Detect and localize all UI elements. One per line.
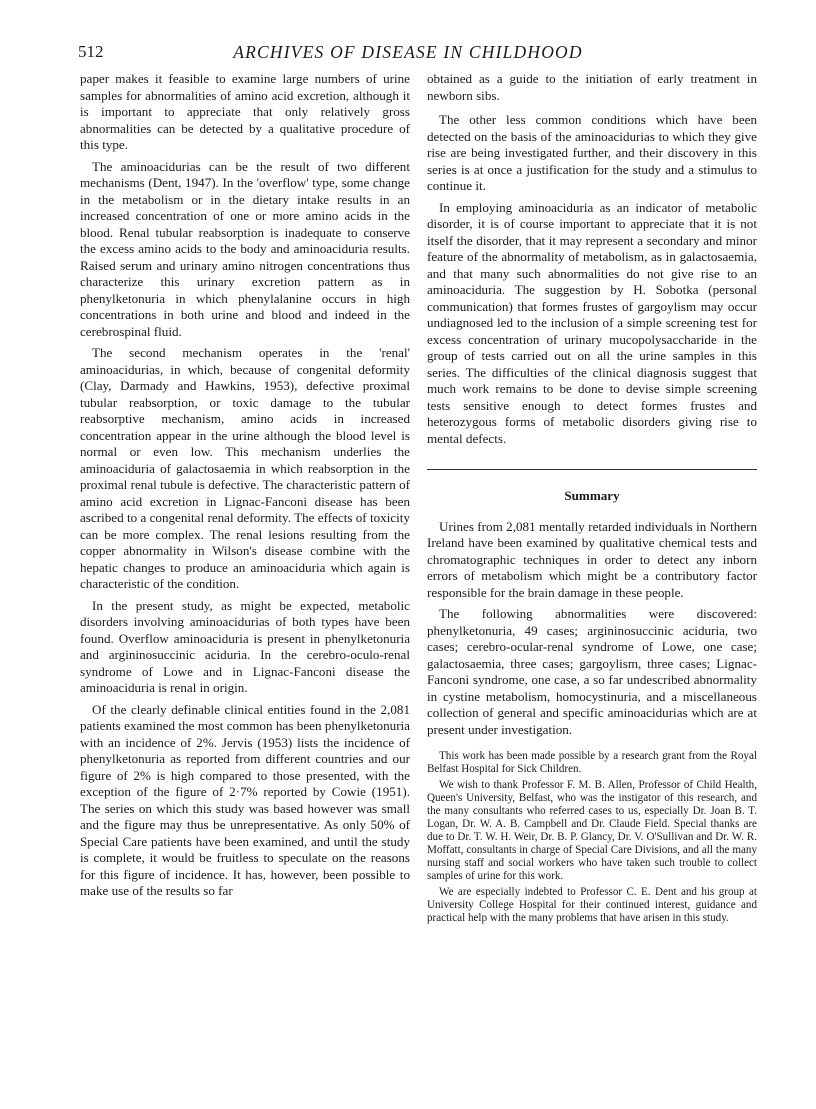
- acknowledgement-paragraph: This work has been made possible by a research grant from the Royal Belfast Hospital for Sick Children.: [427, 750, 757, 775]
- page-header: [78, 42, 738, 66]
- paragraph: The other less common conditions which have been detected on the basis of the aminoacidurias to which they give rise are being investigated further, and their discovery in this series is at once a justification for the study and a stimulus to continue it.: [427, 112, 757, 193]
- paragraph: obtained as a guide to the initiation of early treatment in newborn sibs.: [427, 71, 757, 103]
- section-divider: [427, 469, 757, 470]
- paragraph: The second mechanism operates in the 'renal' aminoacidurias, in which, because of congenital deformity (Clay, Darmady and Hawkins, 1953), defective proximal tubular reabsorption, or toxic damage to the tubular reabsorptive mechanism, amino acids in increased concentration appear in the urine although the blood level is normal or even low. This mechanism underlies the aminoaciduria of galactosaemia in which reabsorption in the proximal renal tubule is defective. The characteristic pattern of amino acid excretion in Lignac-Fanconi disease has been ascribed to a congenital renal deformity. The effects of toxicity can be more complex. The renal lesions resulting from the copper abnormality in Wilson's disease combine with the hepatic changes to produce an aminoaciduria which again is characteristic of the condition.: [80, 345, 410, 591]
- paragraph: paper makes it feasible to examine large numbers of urine samples for abnormalities of amino acid excretion, although it is important to appreciate that only relatively gross abnormalities can be detected by a qualitative procedure of this type.: [80, 71, 410, 152]
- summary-heading: Summary: [564, 488, 620, 503]
- paragraph: The aminoacidurias can be the result of two different mechanisms (Dent, 1947). In the 'overflow' type, some change in the metabolism or in the dietary intake results in an increased concentration of one or more amino acids in the blood. Renal tubular reabsorption is inadequate to conserve the excess amino acids to the body and aminoaciduria results. Raised serum and urinary amino nitrogen concentrations thus characterize this urinary excretion pattern as in phenylketonuria in which phenylalanine occurs in high concentrations in both urine and blood and indeed in the cerebrospinal fluid.: [80, 158, 410, 339]
- right-column: [427, 71, 757, 928]
- page-number: 512: [78, 42, 104, 61]
- paragraph: Of the clearly definable clinical entities found in the 2,081 patients examined the most common has been phenylketonuria with an incidence of 2%. Jervis (1953) lists the incidence of phenylketonuria as reported from different countries and our figure of 2% is high compared to those presented, with the exception of the figure of 2·7% reported by Cowie (1951). The series on which this study was based however was small and the figure may thus be unrepresentative. As only 50% of Special Care patients have been examined, and until the study is complete, it would be fruitless to speculate on the reasons for this figure of incidence. It has, however, been possible to make use of the results so far: [80, 701, 410, 898]
- acknowledgement-paragraph: We are especially indebted to Professor C. E. Dent and his group at University College Hospital for their continued interest, guidance and practical help with the many problems that have arisen in this study.: [427, 886, 757, 924]
- acknowledgement-paragraph: We wish to thank Professor F. M. B. Allen, Professor of Child Health, Queen's University, Belfast, who was the instigator of this research, and the many consultants who referred cases to us, especially Dr. Joan B. T. Logan, Dr. W. A. B. Campbell and Dr. Claude Field. Special thanks are due to Dr. T. W. H. Weir, Dr. B. P. Glancy, Dr. V. O'Sullivan and Dr. W. R. Moffatt, consultants in charge of Special Care Divisions, and all the many nursing staff and social workers who have taken such trouble to collect samples of urine for this work.: [427, 779, 757, 882]
- summary-paragraph: Urines from 2,081 mentally retarded individuals in Northern Ireland have been examined by qualitative chemical tests and chromatographic techniques in order to detect any inborn errors of metabolism which might be a contributory factor responsible for the brain damage in these people.: [427, 518, 757, 600]
- journal-running-title: ARCHIVES OF DISEASE IN CHILDHOOD: [233, 42, 583, 62]
- paragraph: In employing aminoaciduria as an indicator of metabolic disorder, it is of course important to appreciate that it is not itself the disorder, that it may represent a secondary and minor feature of the abnormality of metabolism, as in galactosaemia, and that many such abnormalities do not give rise to an aminoaciduria. The suggestion by H. Sobotka (personal communication) that formes frustes of gargoylism may occur undiagnosed led to the inclusion of a simple screening test for excess concentration of urinary mucopolysaccharide in the group of tests carried out on all the urine samples in this series. The difficulties of the clinical diagnosis suggest that much work remains to be done to devise simple screening tests sensitive enough to detect formes frustes and heterozygous forms of metabolic disorders giving rise to mental defects.: [427, 199, 757, 446]
- left-column: [80, 71, 410, 905]
- acknowledgements: [427, 750, 757, 925]
- paragraph: In the present study, as might be expected, metabolic disorders involving aminoacidurias of both types have been found. Overflow aminoaciduria is present in phenylketonuria and argininosuccinic aciduria. In the cerebro-oculo-renal syndrome of Lowe and in Lignac-Fanconi disease the aminoaciduria is renal in origin.: [80, 597, 410, 695]
- summary-paragraph: The following abnormalities were discovered: phenylketonuria, 49 cases; argininosuccinic aciduria, two cases; cerebro-ocular-renal syndrome of Lowe, one case; galactosaemia, three cases; gargoylism, three cases; Lignac-Fanconi syndrome, one case, a so far undescribed abnormality in cystine metabolism, homocystinuria, and a miscellaneous collection of general and specific aminoacidurias which are at present under investigation.: [427, 606, 757, 737]
